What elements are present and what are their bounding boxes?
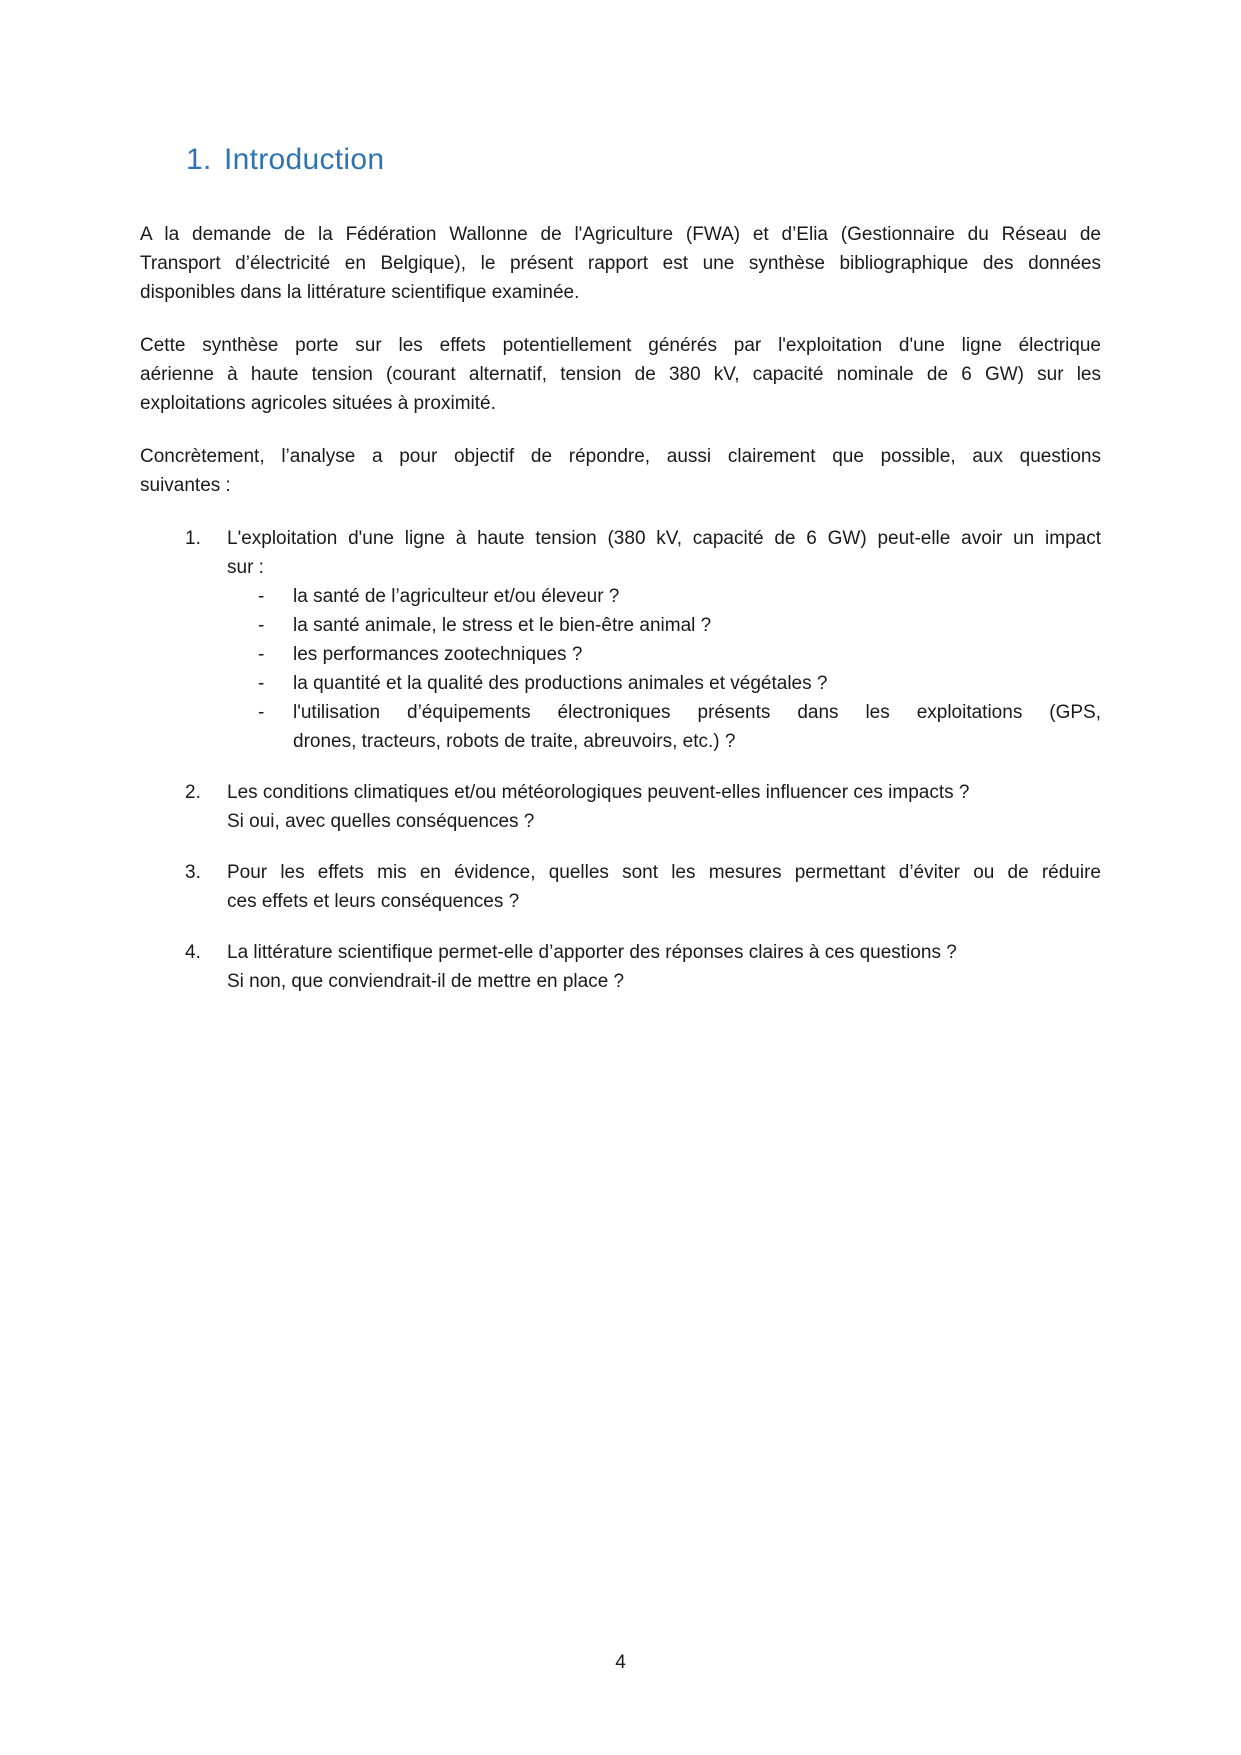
question-body [227,858,1101,916]
text-line: Concrètement, l’analyse a pour objectif de répondre, aussi clairement que possible, aux questions [140,446,1101,467]
question-body [227,938,1101,996]
section-heading [186,140,1101,180]
text-line: l'utilisation d’équipements électroniques présents dans les exploitations (GPS, [293,702,1101,723]
question-item-3 [140,858,1101,916]
text-line: sur : [227,557,264,578]
text-line: A la demande de la Fédération Wallonne de l'Agriculture (FWA) et d’Elia (Gestionnaire du Réseau de [140,224,1101,245]
question-list [140,524,1101,996]
text-line: Cette synthèse porte sur les effets potentiellement générés par l'exploitation d'une ligne électrique [140,335,1101,356]
question-number: 2. [185,782,201,803]
text-line: disponibles dans la littérature scientifique examinée. [140,282,580,303]
text-line: drones, tracteurs, robots de traite, abreuvoirs, etc.) ? [293,731,736,752]
question-body [227,778,1101,836]
paragraph-intro-demande [140,220,1101,307]
section-heading-number: 1. [186,143,212,176]
bullet-dash: - [258,644,265,665]
text-line: L'exploitation d'une ligne à haute tension (380 kV, capacité de 6 GW) peut-elle avoir un impact [227,528,1101,549]
text-line: suivantes : [140,475,231,496]
text-line: la santé de l’agriculteur et/ou éleveur ? [293,586,620,607]
text-line: Les conditions climatiques et/ou météorologiques peuvent-elles influencer ces impacts ? [227,782,970,803]
question-item-1 [140,524,1101,756]
text-line: Pour les effets mis en évidence, quelles sont les mesures permettant d’éviter ou de réduire [227,862,1101,883]
bullet-dash: - [258,615,265,636]
text-line: les performances zootechniques ? [293,644,583,665]
sub-bullet-item [227,611,1101,640]
sub-bullet-list [227,582,1101,756]
text-line: Transport d’électricité en Belgique), le présent rapport est une synthèse bibliographique des données [140,253,1101,274]
question-number: 4. [185,942,201,963]
text-line: ces effets et leurs conséquences ? [227,891,520,912]
paragraph-synthese [140,331,1101,418]
sub-bullet-item [227,582,1101,611]
question-number: 3. [185,862,201,883]
text-line: Si oui, avec quelles conséquences ? [227,811,535,832]
sub-bullet-item [227,669,1101,698]
text-line: La littérature scientifique permet-elle d’apporter des réponses claires à ces questions ? [227,942,957,963]
section-heading-title: Introduction [224,143,385,176]
bullet-dash: - [258,673,265,694]
question-item-2 [140,778,1101,836]
sub-bullet-item [227,698,1101,756]
text-line: exploitations agricoles situées à proximité. [140,393,496,414]
sub-bullet-item [227,640,1101,669]
question-number: 1. [185,528,201,549]
question-body [227,524,1101,756]
question-item-4 [140,938,1101,996]
text-line: Si non, que conviendrait-il de mettre en place ? [227,971,625,992]
paragraph-objectif [140,442,1101,500]
text-line: aérienne à haute tension (courant alternatif, tension de 380 kV, capacité nominale de 6 GW) sur les [140,364,1101,385]
text-line: la quantité et la qualité des productions animales et végétales ? [293,673,828,694]
bullet-dash: - [258,586,265,607]
bullet-dash: - [258,702,265,723]
text-line: la santé animale, le stress et le bien-être animal ? [293,615,712,636]
page-number: 4 [615,1652,626,1673]
